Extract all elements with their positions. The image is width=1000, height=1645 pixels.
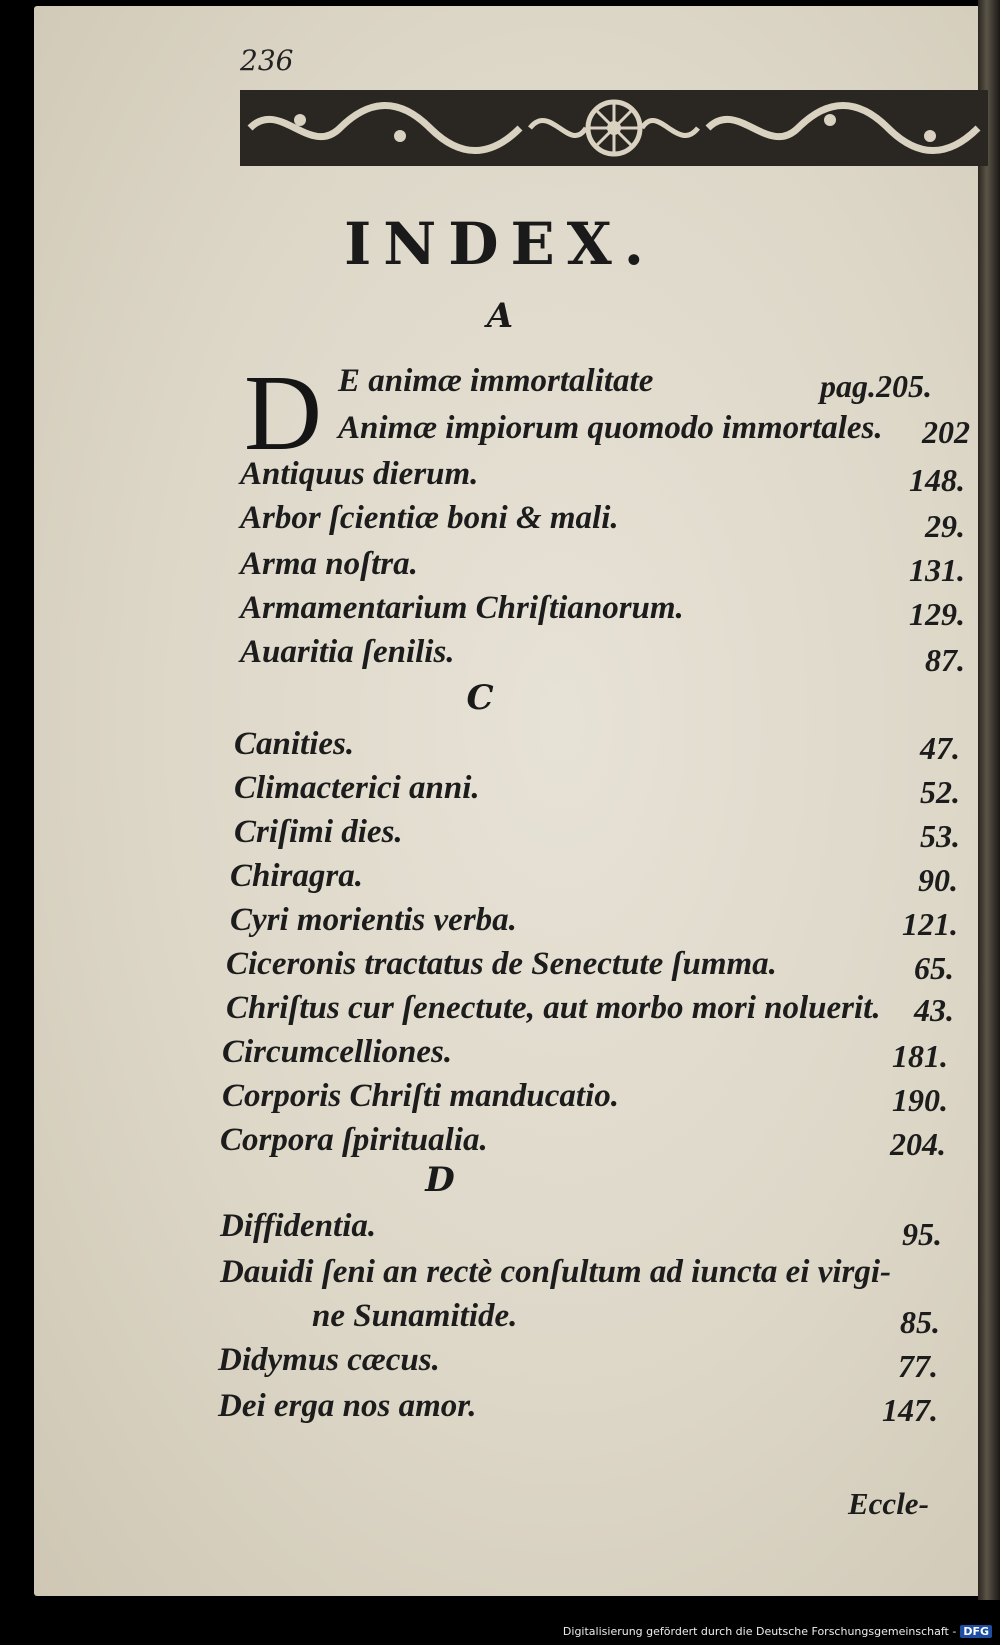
index-entry: Criſimi dies. bbox=[234, 814, 403, 850]
ornamental-headpiece bbox=[240, 90, 988, 166]
entry-page: pag.205. bbox=[820, 368, 932, 404]
digitization-credit bbox=[563, 1625, 992, 1638]
section-letter-c: C bbox=[466, 678, 494, 718]
index-entry: Armamentarium Chriſtianorum. bbox=[240, 590, 684, 626]
entry-page: 77. bbox=[898, 1348, 938, 1384]
index-entry: Dei erga nos amor. bbox=[218, 1388, 477, 1424]
entry-page: 148. bbox=[909, 462, 965, 498]
index-entry: Arbor ſcientiæ boni & mali. bbox=[240, 500, 619, 536]
index-entry: Chriſtus cur ſenectute, aut morbo mori noluerit. bbox=[226, 990, 881, 1026]
entry-page: 95. bbox=[902, 1216, 942, 1252]
entry-page: 202 bbox=[922, 414, 970, 450]
entry-page: 85. bbox=[900, 1304, 940, 1340]
section-letter-a: A bbox=[486, 296, 514, 336]
index-entry: Animæ impiorum quomodo immortales. bbox=[338, 410, 883, 446]
index-entry: Antiquus dierum. bbox=[240, 456, 479, 492]
entry-page: 90. bbox=[918, 862, 958, 898]
entry-page: 52. bbox=[920, 774, 960, 810]
index-entry: Diffidentia. bbox=[220, 1208, 377, 1244]
index-entry: Circumcelliones. bbox=[222, 1034, 453, 1070]
index-entry: Corpora ſpiritualia. bbox=[220, 1122, 488, 1158]
index-entry: Didymus cæcus. bbox=[218, 1342, 440, 1378]
index-entry: Dauidi ſeni an rectè conſultum ad iuncta ei virgi- bbox=[220, 1254, 892, 1290]
index-entry: ne Sunamitide. bbox=[312, 1298, 518, 1334]
entry-page: 131. bbox=[909, 552, 965, 588]
catchword: Eccle- bbox=[848, 1486, 929, 1521]
index-entry: Climacterici anni. bbox=[234, 770, 480, 806]
credit-text: Digitalisierung gefördert durch die Deutsche Forschungsgemeinschaft - bbox=[562, 1625, 957, 1638]
index-entry: Corporis Chriſti manducatio. bbox=[222, 1078, 620, 1114]
entry-page: 129. bbox=[909, 596, 965, 632]
entry-page: 53. bbox=[920, 818, 960, 854]
entry-page: 43. bbox=[914, 992, 954, 1028]
entry-page: 47. bbox=[920, 730, 960, 766]
section-letter-d: D bbox=[425, 1160, 455, 1200]
index-entry: Chiragra. bbox=[230, 858, 363, 894]
entry-page: 121. bbox=[902, 906, 958, 942]
entry-page: 29. bbox=[925, 508, 965, 544]
entry-page: 181. bbox=[892, 1038, 948, 1074]
entry-page: 65. bbox=[914, 950, 954, 986]
drop-cap: D bbox=[244, 354, 322, 473]
index-entry: E animæ immortalitate bbox=[338, 363, 654, 399]
index-entry: Arma noſtra. bbox=[240, 546, 418, 582]
entry-page: 204. bbox=[890, 1126, 946, 1162]
page-number: 236 bbox=[240, 44, 294, 77]
dfg-logo: DFG bbox=[960, 1625, 992, 1638]
entry-page: 87. bbox=[925, 642, 965, 678]
index-title: INDEX. bbox=[344, 210, 656, 278]
index-entry: Cyri morientis verba. bbox=[230, 902, 517, 938]
entry-page: 190. bbox=[892, 1082, 948, 1118]
entry-page: 147. bbox=[882, 1392, 938, 1428]
index-entry: Auaritia ſenilis. bbox=[240, 634, 455, 670]
index-entry: Canities. bbox=[234, 726, 355, 762]
index-entry: Ciceronis tractatus de Senectute ſumma. bbox=[226, 946, 777, 982]
